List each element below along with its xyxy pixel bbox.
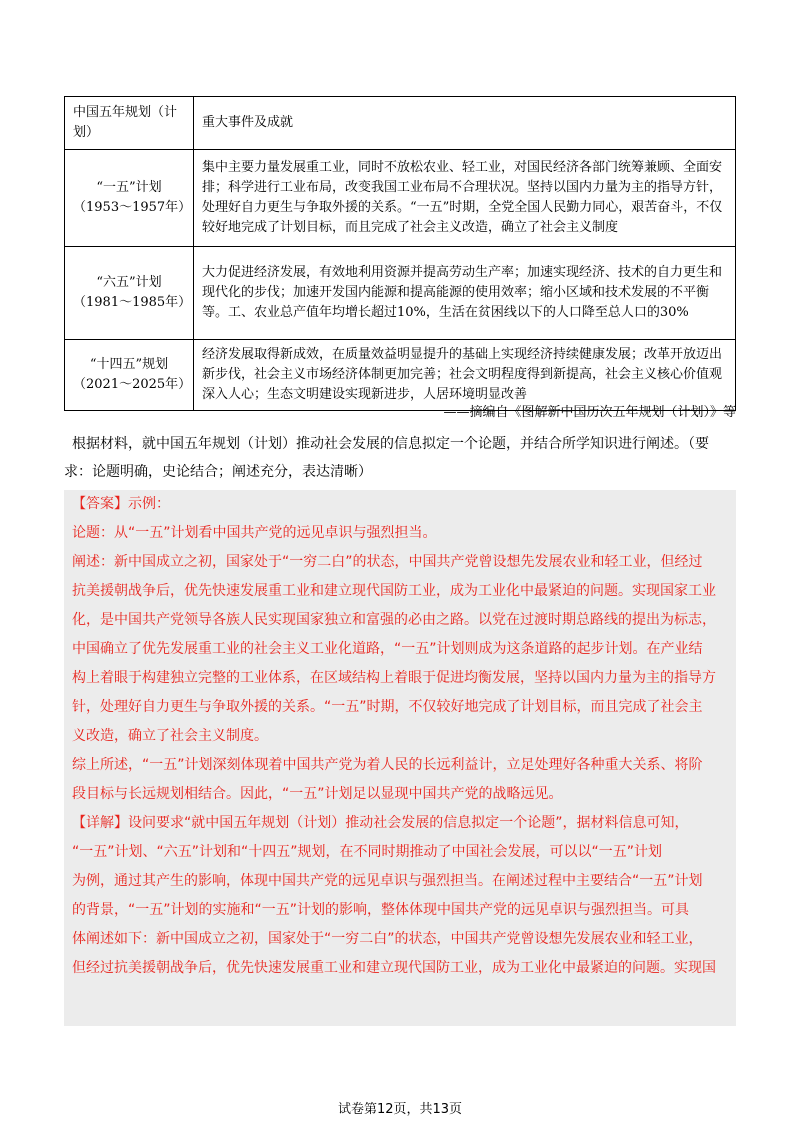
answer-tag: 【答案】 [72,496,128,512]
plan-content-cell: 经济发展取得新成效，在质量效益明显提升的基础上实现经济持续健康发展；改革开放迈出新步伐，社会主义市场经济体制更加完善；社会文明程度得到新提高，社会主义核心价值观深入人心；生态文明建设实现新进步，人居环境明显改善 [194,340,736,411]
plan-years: （2021～2025年） [73,377,192,392]
table-row [65,247,736,340]
plan-name: “十四五”规划 [89,357,169,372]
question-line: 根据材料，就中国五年规划（计划）推动社会发展的信息拟定一个论题，并结合所学知识进行阐述。（要 [72,436,709,452]
detail-text: 设问要求“就中国五年规划（计划）推动社会发展的信息拟定一个论题”，据材料信息可知， [128,815,689,831]
question-text [64,430,736,486]
plan-years: （1953～1957年） [73,200,192,215]
answer-line: 义改造，确立了社会主义制度。 [72,728,268,744]
answer-topic: 论题：从“一五”计划看中国共产党的远见卓识与强烈担当。 [72,525,437,541]
answer-line: 综上所述，“一五”计划深刻体现着中国共产党为着人民的长远利益计，立足处理好各种重大关系、将阶 [72,757,703,773]
table-row [65,340,736,411]
detail-line: 体阐述如下：新中国成立之初，国家处于“一穷二白”的状态，中国共产党曾设想先发展农业和轻工业， [72,931,703,947]
detail-line: “一五”计划、“六五”计划和“十四五”规划，在不同时期推动了中国社会发展，可以以“一五”计划 [72,844,663,860]
answer-line: 阐述：新中国成立之初，国家处于“一穷二白”的状态，中国共产党曾设想先发展农业和轻工业，但经过 [72,554,703,570]
detail-tag: 【详解】 [72,815,128,831]
answer-line: 段目标与长远规划相结合。因此，“一五”计划足以显现中国共产党的战略远见。 [72,786,563,802]
answer-header [72,490,736,519]
answer-section [72,490,736,983]
plan-name-cell [65,340,194,411]
plan-years: （1981～1985年） [73,295,192,310]
answer-line: 抗美援朝战争后，优先快速发展重工业和建立现代国防工业，成为工业化中最紧迫的问题。实现国家工业 [72,583,716,599]
source-citation: ——摘编自《图解新中国历次五年规划（计划）》等 [443,405,736,420]
answer-example-label: 示例： [128,496,170,512]
page-footer: 试卷第12页，共13页 [337,1102,463,1117]
plan-name: “一五”计划 [96,180,162,195]
answer-line: 针，处理好自力更生与争取外援的关系。“一五”时期，不仅较好地完成了计划目标，而且完成了社会主 [72,699,703,715]
detail-line [72,809,736,838]
plan-name: “六五”计划 [96,275,162,290]
plan-content-cell: 大力促进经济发展，有效地利用资源并提高劳动生产率；加速实现经济、技术的自力更生和现代化的步伐；加速开发国内能源和提高能源的使用效率；缩小区域和技术发展的不平衡等。工、农业总产值年均增长超过10%，生活在贫困线以下的人口降至总人口的30% [194,247,736,340]
table-row [65,150,736,247]
answer-line: 化，是中国共产党领导各族人民实现国家独立和富强的必由之路。以党在过渡时期总路线的提出为标志， [72,612,716,628]
header-events-cell: 重大事件及成就 [194,97,736,150]
five-year-plan-table [64,96,736,411]
plan-name-cell [65,247,194,340]
answer-line: 构上着眼于构建独立完整的工业体系，在区域结构上着眼于促进均衡发展，坚持以国内力量为主的指导方 [72,670,716,686]
plan-name-cell [65,150,194,247]
answer-line: 中国确立了优先发展重工业的社会主义工业化道路，“一五”计划则成为这条道路的起步计划。在产业结 [72,641,703,657]
detail-line: 为例，通过其产生的影响，体现中国共产党的远见卓识与强烈担当。在阐述过程中主要结合“一五”计划 [72,873,703,889]
detail-line: 的背景，“一五”计划的实施和“一五”计划的影响，整体体现中国共产党的远见卓识与强烈担当。可具 [72,902,690,918]
detail-line: 但经过抗美援朝战争后，优先快速发展重工业和建立现代国防工业，成为工业化中最紧迫的问题。实现国 [72,960,716,976]
plan-content-cell: 集中主要力量发展重工业，同时不放松农业、轻工业，对国民经济各部门统筹兼顾、全面安排；科学进行工业布局，改变我国工业布局不合理状况。坚持以国内力量为主的指导方针，处理好自力更生与争取外援的关系。“一五”时期，全党全国人民勤力同心，艰苦奋斗，不仅较好地完成了计划目标，而且完成了社会主义改造，确立了社会主义制度 [194,150,736,247]
header-plan-cell: 中国五年规划（计划） [65,97,194,150]
table-header-row [65,97,736,150]
question-line: 求：论题明确，史论结合；阐述充分，表达清晰） [64,464,372,480]
